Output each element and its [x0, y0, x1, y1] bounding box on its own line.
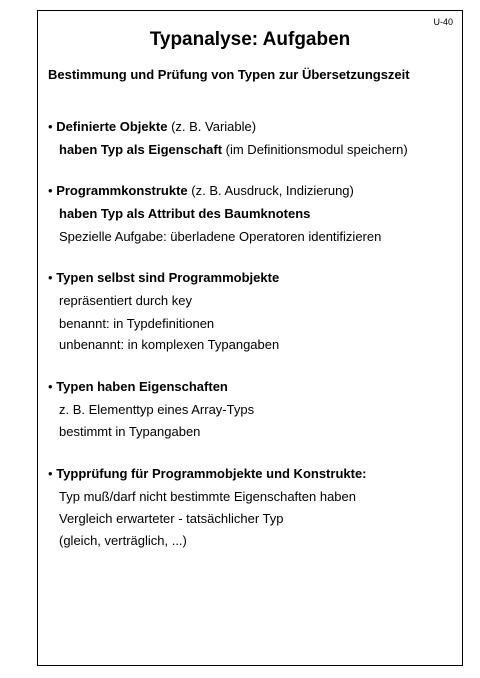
section-1-heading — [48, 119, 256, 135]
slide-frame — [37, 10, 463, 666]
section-2-detail: Spezielle Aufgabe: überladene Operatoren identifizieren — [59, 229, 382, 244]
section-4-heading — [48, 379, 228, 395]
section-5-title: Typprüfung für Programmobjekte und Konstrukte: — [56, 466, 367, 481]
section-1-note: (z. B. Variable) — [167, 119, 257, 134]
section-2-note: (z. B. Ausdruck, Indizierung) — [187, 183, 354, 198]
bullet: • — [48, 379, 53, 394]
section-1-term: Definierte Objekte — [56, 119, 168, 134]
section-5-line: Vergleich erwarteter - tatsächlicher Typ — [59, 511, 284, 526]
section-5-line: Typ muß/darf nicht bestimmte Eigenschaften haben — [59, 489, 356, 504]
section-2-term: Programmkonstrukte — [56, 183, 188, 198]
section-3-heading — [48, 270, 279, 286]
section-4-line: bestimmt in Typangaben — [59, 424, 201, 439]
page-subtitle: Bestimmung und Prüfung von Typen zur Übersetzungszeit — [48, 67, 410, 82]
section-3-line: unbenannt: in komplexen Typangaben — [59, 337, 280, 352]
section-2-heading — [48, 183, 354, 199]
page-number: U-40 — [433, 17, 453, 27]
section-3-title: Typen selbst sind Programmobjekte — [56, 270, 280, 285]
section-2-property: haben Typ als Attribut des Baumknotens — [59, 206, 311, 221]
bullet: • — [48, 466, 53, 481]
section-5-line: (gleich, verträglich, ...) — [59, 533, 187, 548]
bullet: • — [48, 183, 53, 198]
bullet: • — [48, 270, 53, 285]
section-4-line: z. B. Elementtyp eines Array-Typs — [59, 402, 255, 417]
page-title: Typanalyse: Aufgaben — [149, 29, 351, 50]
section-4-title: Typen haben Eigenschaften — [56, 379, 228, 394]
section-1-detail — [59, 142, 408, 158]
section-1-property: haben Typ als Eigenschaft — [59, 142, 223, 157]
section-1-property-note: (im Definitionsmodul speichern) — [222, 142, 408, 157]
bullet: • — [48, 119, 53, 134]
section-5-heading — [48, 466, 367, 482]
section-3-line: benannt: in Typdefinitionen — [59, 316, 215, 331]
section-3-line: repräsentiert durch key — [59, 293, 192, 308]
